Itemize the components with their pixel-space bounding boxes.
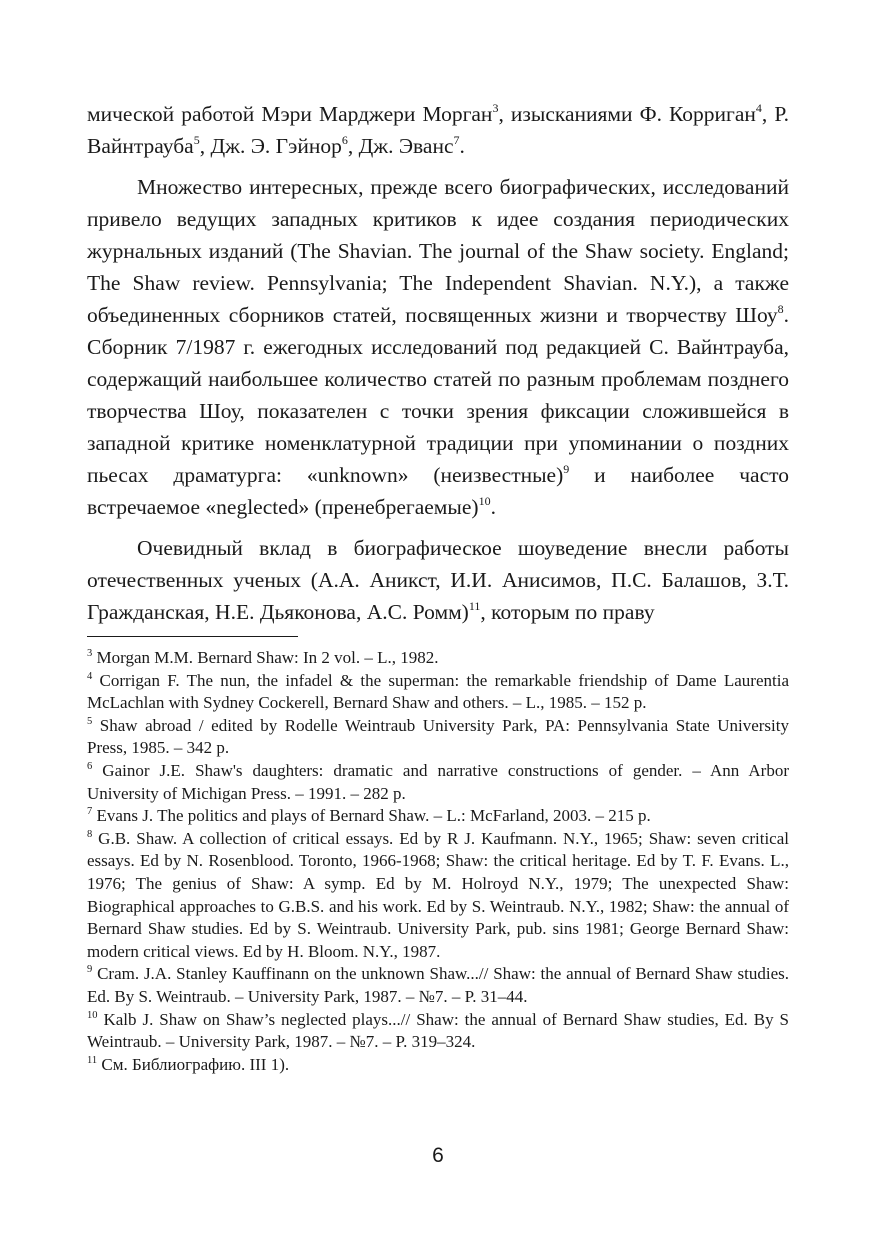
footnote-ref[interactable]: 10 <box>478 494 491 508</box>
text-run: , изысканиями Ф. Корриган <box>498 102 756 126</box>
footnote-text: См. Библиографию. III 1). <box>97 1054 290 1074</box>
footnote <box>87 715 789 760</box>
text-run: Множество интересных, прежде всего биографических, исследований привело ведущих западных критиков к идее создания периодических журнальных изданий (The Shavian. The journal of the Shaw society. England; The Shaw review. Pennsylvania; The Independent Shavian. N.Y.), а также объединенных сборников статей, посвященных жизни и творчеству Шоу <box>87 175 789 327</box>
footnote-number: 6 <box>87 760 93 772</box>
footnote-text: G.B. Shaw. A collection of critical essays. Ed by R J. Kaufmann. N.Y., 1965; Shaw: seven critical essays. Ed by N. Rosenblood. Toronto, 1966-1968; Shaw: the critical heritage. Ed by T. F. Evans. L., 1976; The genius of Shaw: A symp. Ed by M. Holroyd N.Y., 1979; The unexpected Shaw: Biographical approaches to G.B.S. and his work. Ed by S. Weintraub. N.Y., 1982; Shaw: the annual of Bernard Shaw studies. Ed by S. Weintraub. University Park, pub. sins 1981; George Bernard Shaw: modern critical views. Ed by H. Bloom. N.Y., 1987. <box>87 828 789 961</box>
footnote <box>87 1009 789 1054</box>
footnote-ref[interactable]: 4 <box>755 101 762 115</box>
footnotes <box>87 647 789 1076</box>
footnote <box>87 963 789 1008</box>
paragraph-1 <box>87 98 789 162</box>
footnote-ref[interactable]: 8 <box>777 302 784 316</box>
footnote-number: 11 <box>87 1054 98 1066</box>
paragraph-2 <box>87 171 789 523</box>
footnote-text: Kalb J. Shaw on Shaw’s neglected plays...// Shaw: the annual of Bernard Shaw studies, Ed. By S Weintraub. – University Park, 1987. – №7. – P. 319–324. <box>87 1009 789 1052</box>
footnote <box>87 647 789 670</box>
footnote <box>87 760 789 805</box>
footnote-text: Cram. J.A. Stanley Kauffinann on the unknown Shaw...// Shaw: the annual of Bernard Shaw studies. Ed. By S. Weintraub. – University Park, 1987. – №7. – P. 31–44. <box>87 964 789 1006</box>
footnote-ref[interactable]: 9 <box>563 462 570 476</box>
text-run: , Дж. Э. Гэйнор <box>199 134 342 158</box>
footnote-ref[interactable]: 5 <box>193 133 200 147</box>
footnote-text: Gainor J.E. Shaw's daughters: dramatic and narrative constructions of gender. – Ann Arbor University of Michigan Press. – 1991. – 282 p. <box>87 760 789 803</box>
footnote-ref[interactable]: 6 <box>341 133 348 147</box>
text-run: . Сборник 7/1987 г. ежегодных исследований под редакцией С. Вайнтрауба, содержащий наибольшее количество статей по разным проблемам позднего творчества Шоу, показателен с точки зрения фиксации сложившейся в западной критике номенклатурной традиции при упоминании о поздних пьесах драматурга: «unknown» (неизвестные) <box>87 303 789 487</box>
footnote-number: 8 <box>87 828 93 840</box>
footnote-text: Morgan M.M. Bernard Shaw: In 2 vol. – L., 1982. <box>92 648 439 667</box>
text-run: Очевидный вклад в биографическое шоуведение внесли работы отечественных ученых (А.А. Аникст, И.И. Анисимов, П.С. Балашов, З.Т. Гражданская, Н.Е. Дьяконова, А.С. Ромм) <box>87 536 789 624</box>
paragraph-3 <box>87 532 789 628</box>
footnote <box>87 1054 789 1077</box>
footnote-number: 7 <box>87 806 93 818</box>
footnote-ref[interactable]: 3 <box>492 101 499 115</box>
footnote <box>87 828 789 964</box>
footnote-number: 9 <box>87 964 93 976</box>
footnote-separator <box>87 636 298 637</box>
text-run: и наиболее часто встречаемое «neglected» (пренебрегаемые) <box>87 463 789 519</box>
footnote-text: Shaw abroad / edited by Rodelle Weintraub University Park, PA: Pennsylvania State University Press, 1985. – 342 p. <box>87 715 789 758</box>
text-run: , которым по праву <box>480 600 655 624</box>
text-run: , Р. Вайнтрауба <box>87 102 789 158</box>
main-text <box>87 98 789 628</box>
footnote-ref[interactable]: 7 <box>453 133 460 147</box>
footnote-text: Corrigan F. The nun, the infadel & the superman: the remarkable friendship of Dame Laurentia McLachlan with Sydney Cockerell, Bernard Shaw and others. – L., 1985. – 152 p. <box>87 670 789 713</box>
footnote-ref[interactable]: 11 <box>468 599 481 613</box>
footnote-number: 5 <box>87 715 93 727</box>
footnote-text: Evans J. The politics and plays of Bernard Shaw. – L.: McFarland, 2003. – 215 p. <box>92 806 651 826</box>
text-run: , Дж. Эванс <box>347 134 454 158</box>
footnote <box>87 805 789 828</box>
page-number: 6 <box>432 1144 444 1167</box>
text-run: . <box>490 495 496 519</box>
text-run: . <box>459 134 465 158</box>
text-run: мической работой Мэри Марджери Морган <box>87 102 493 126</box>
footnote-number: 3 <box>87 648 93 659</box>
footnote <box>87 670 789 715</box>
footnote-number: 10 <box>87 1009 98 1021</box>
footnote-number: 4 <box>87 670 93 682</box>
